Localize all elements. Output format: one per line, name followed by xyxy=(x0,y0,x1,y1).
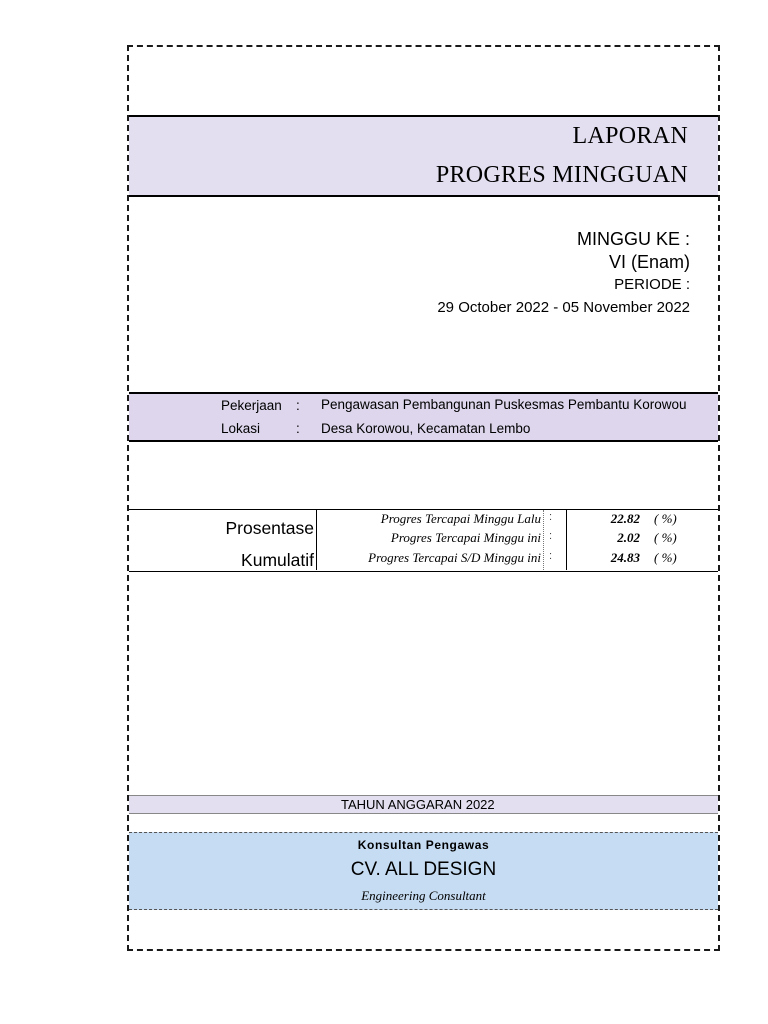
progress-table xyxy=(129,509,718,572)
progress-row xyxy=(129,511,718,531)
budget-year-label: TAHUN ANGGARAN 2022 xyxy=(341,797,495,812)
week-value: VI (Enam) xyxy=(608,252,690,272)
progress-row-value: 22.82 xyxy=(610,511,640,526)
report-subtitle: PROGRES MINGGUAN xyxy=(435,162,688,188)
progress-row-colon: : xyxy=(549,530,553,542)
report-title-band xyxy=(129,115,718,197)
consultant-role: Konsultan Pengawas xyxy=(357,838,490,852)
location-value: Desa Korowou, Kecamatan Lembo xyxy=(321,421,531,436)
location-colon: : xyxy=(296,421,300,436)
period-value: 29 October 2022 - 05 November 2022 xyxy=(437,299,690,316)
location-label: Lokasi xyxy=(221,421,261,436)
progress-row-colon: : xyxy=(549,511,553,523)
progress-row-text: Progres Tercapai Minggu Lalu xyxy=(380,511,541,526)
report-title: LAPORAN xyxy=(572,123,688,149)
progress-row xyxy=(129,530,718,550)
progress-row-unit: ( %) xyxy=(654,550,677,565)
progress-row-value: 2.02 xyxy=(617,530,640,545)
progress-row-unit: ( %) xyxy=(654,530,677,545)
progress-row-text: Progres Tercapai S/D Minggu ini xyxy=(368,550,541,565)
work-colon: : xyxy=(296,398,300,413)
progress-row xyxy=(129,550,718,570)
work-label: Pekerjaan xyxy=(221,398,282,413)
project-info-band xyxy=(129,392,718,442)
period-label: PERIODE : xyxy=(614,276,690,293)
progress-row-unit: ( %) xyxy=(654,511,677,526)
progress-row-colon: : xyxy=(549,550,553,562)
budget-year-band xyxy=(129,795,718,814)
week-label: MINGGU KE : xyxy=(576,229,690,249)
progress-label-line2: Kumulatif xyxy=(241,550,314,570)
progress-row-text: Progres Tercapai Minggu ini xyxy=(390,530,541,545)
progress-row-value: 24.83 xyxy=(610,550,640,565)
work-value: Pengawasan Pembangunan Puskesmas Pembantu Korowou xyxy=(321,397,687,412)
progress-label-line1: Prosentase xyxy=(225,518,314,538)
consultant-band xyxy=(129,832,718,910)
consultant-tagline: Engineering Consultant xyxy=(361,888,486,903)
consultant-name: CV. ALL DESIGN xyxy=(350,859,497,880)
